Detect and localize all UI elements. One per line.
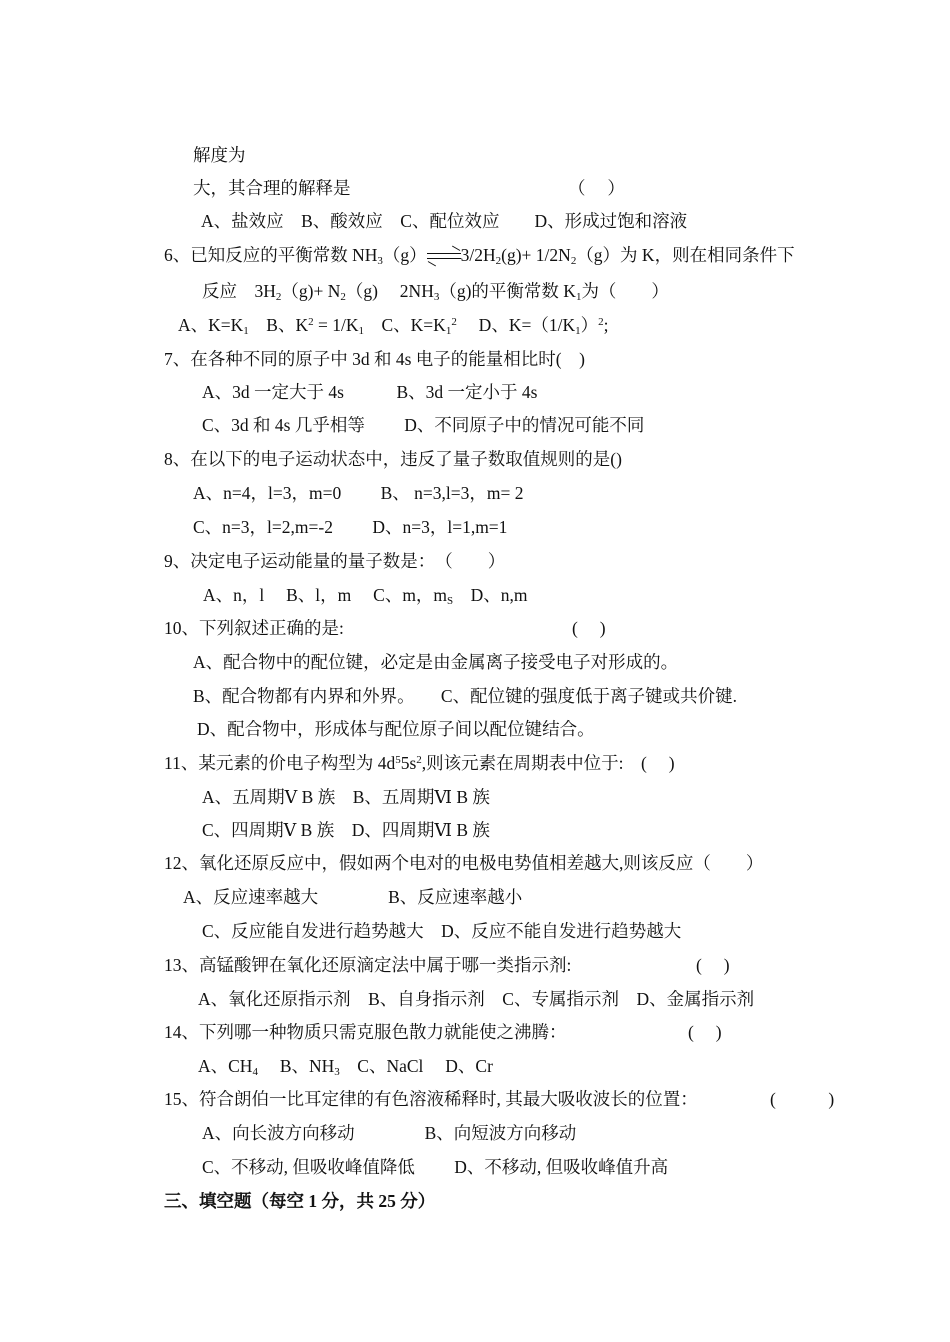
q6-options: [178, 314, 608, 336]
q6-option-c: C、K=K: [363, 315, 446, 335]
q12-options-1: A、反应速率越大 B、反应速率越小: [183, 887, 523, 907]
subscript: 2: [275, 291, 282, 303]
q14-option-b: B、NH: [257, 1056, 335, 1076]
subscript: 1: [243, 325, 249, 337]
q11-stem: [164, 752, 675, 774]
q9-stem: 9、决定电子运动能量的量子数是： （ ）: [164, 551, 506, 571]
q8-options-2: C、n=3，l=2,m=-2 D、n=3，l=1,m=1: [193, 517, 508, 537]
q9-options: [203, 584, 528, 606]
q14-stem: 14、下列哪一种物质只需克服色散力就能使之沸腾：: [164, 1022, 567, 1042]
subscript: 1: [358, 325, 364, 337]
q15-options-2: C、不移动, 但吸收峰值降低 D、不移动, 但吸收峰值升高: [202, 1157, 669, 1177]
q10-option-a: A、配合物中的配位键，必定是由金属离子接受电子对形成的。: [193, 652, 679, 672]
q12-options-2: C、反应能自发进行趋势越大 D、反应不能自发进行趋势越大: [202, 921, 682, 941]
subscript: 1: [575, 291, 582, 303]
superscript: 2: [308, 316, 314, 328]
q7-options-1: A、3d 一定大于 4s B、3d 一定小于 4s: [202, 382, 538, 402]
q13-answer-paren: ( ): [696, 955, 730, 975]
subscript: S: [447, 595, 454, 607]
q11-text: 5s: [400, 753, 417, 773]
q6-option-d: D、K=（1/K: [456, 315, 576, 335]
superscript: 2: [416, 754, 422, 766]
q8-options-1: A、n=4，l=3，m=0 B、 n=3,l=3，m= 2: [193, 483, 524, 503]
q8-stem: 8、在以下的电子运动状态中，违反了量子数取值规则的是(): [164, 449, 622, 469]
q14-option-cd: C、NaCl D、Cr: [339, 1056, 493, 1076]
subscript: 1: [575, 325, 581, 337]
q6-text: (g)+ 1/2N: [501, 245, 571, 265]
q11-text: 11、某元素的价电子构型为 4d: [164, 753, 396, 773]
q6-text: 反应 3H: [202, 281, 276, 301]
q5-answer-paren: （ ）: [568, 178, 625, 198]
equilibrium-arrow-icon: [427, 250, 461, 264]
q6-stem: [164, 244, 795, 266]
q6-line2: [202, 280, 669, 302]
q7-options-2: C、3d 和 4s 几乎相等 D、不同原子中的情况可能不同: [202, 415, 645, 435]
q6-option-d: ;: [603, 315, 609, 335]
subscript: 3: [377, 255, 383, 267]
q11-options-2: C、四周期Ⅴ B 族 D、四周期Ⅵ B 族: [202, 820, 490, 840]
q5-line1: 解度为: [193, 145, 246, 165]
q6-text: （g)的平衡常数 K: [439, 281, 576, 301]
q6-option-a: A、K=K: [178, 315, 244, 335]
subscript: 2: [570, 255, 577, 267]
q5-line2: 大，其合理的解释是: [193, 178, 351, 198]
superscript: 2: [451, 316, 457, 328]
q13-stem: 13、高锰酸钾在氧化还原滴定法中属于哪一类指示剂:: [164, 955, 572, 975]
q13-options: A、氧化还原指示剂 B、自身指示剂 C、专属指示剂 D、金属指示剂: [198, 989, 755, 1009]
q15-stem: 15、符合朗伯一比耳定律的有色溶液稀释时, 其最大吸收波长的位置：: [164, 1089, 698, 1109]
q6-text: （g）为 K，则在相同条件下: [576, 245, 795, 265]
q6-text: （g)+ N: [281, 281, 341, 301]
superscript: 5: [395, 754, 401, 766]
q5-options: A、盐效应 B、酸效应 C、配位效应 D、形成过饱和溶液: [201, 211, 688, 231]
subscript: 4: [252, 1066, 258, 1078]
q9-option-text: A、n，l B、l，m C、m，m: [203, 585, 448, 605]
subscript: 2: [495, 255, 502, 267]
q12-stem: 12、氧化还原反应中，假如两个电对的电极电势值相差越大,则该反应（ ）: [164, 853, 764, 873]
q10-option-d: D、配合物中，形成体与配位原子间以配位键结合。: [197, 719, 595, 739]
section-heading: 三、填空题（每空 1 分，共 25 分）: [164, 1191, 436, 1211]
q11-options-1: A、五周期Ⅴ B 族 B、五周期Ⅵ B 族: [202, 787, 490, 807]
q10-answer-paren: ( ): [572, 618, 606, 638]
q6-option-b: = 1/K: [313, 315, 359, 335]
q14-options: [198, 1055, 493, 1077]
q11-text: ,则该元素在周期表中位于: ( ): [421, 753, 675, 773]
q7-stem: 7、在各种不同的原子中 3d 和 4s 电子的能量相比时( ): [164, 349, 585, 369]
q10-option-bc: B、配合物都有内界和外界。 C、配位键的强度低于离子键或共价键.: [193, 686, 737, 706]
q15-options-1: A、向长波方向移动 B、向短波方向移动: [202, 1123, 577, 1143]
superscript: 2: [598, 316, 604, 328]
q9-option-text: D、n,m: [453, 585, 528, 605]
subscript: 2: [340, 291, 346, 303]
q6-text: （g) 2NH: [345, 281, 434, 301]
q14-answer-paren: ( ): [688, 1022, 722, 1042]
subscript: 3: [433, 291, 440, 303]
q6-option-b: B、K: [248, 315, 309, 335]
q6-option-d: ）: [580, 315, 599, 335]
q10-stem: 10、下列叙述正确的是:: [164, 618, 344, 638]
q15-answer-paren: ( ): [770, 1089, 835, 1109]
q6-text: 为（ ）: [581, 281, 669, 301]
q6-text: 3/2H: [460, 245, 496, 265]
q6-text: 6、已知反应的平衡常数 NH: [164, 245, 378, 265]
q6-text: （g）: [382, 245, 427, 265]
q14-option-a: A、CH: [198, 1056, 253, 1076]
subscript: 3: [334, 1066, 340, 1078]
subscript: 1: [445, 325, 452, 337]
